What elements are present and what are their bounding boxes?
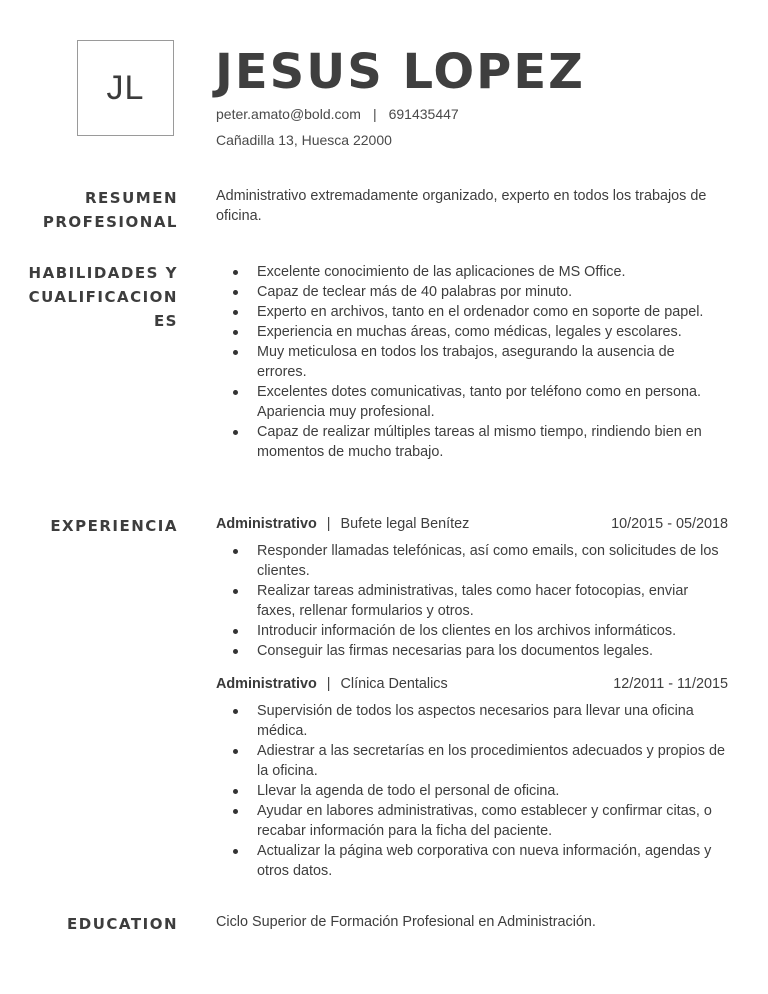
list-item: Muy meticulosa en todos los trabajos, asegurando la ausencia de errores.	[216, 342, 728, 382]
address-text: Cañadilla 13, Huesca 22000	[216, 132, 392, 148]
list-item: Introducir información de los clientes en los archivos informáticos.	[216, 621, 728, 641]
job-separator: |	[326, 516, 331, 532]
list-item: Capaz de teclear más de 40 palabras por minuto.	[216, 282, 728, 302]
list-item: Realizar tareas administrativas, tales como hacer fotocopias, enviar faxes, rellenar formularios y otros.	[216, 581, 728, 621]
contact-separator: |	[372, 106, 377, 122]
job-dates: 10/2015 - 05/2018	[611, 516, 728, 532]
job-bullets	[216, 701, 728, 881]
list-item: Actualizar la página web corporativa con nueva información, agendas y otros datos.	[216, 841, 728, 881]
summary-heading	[28, 186, 178, 234]
job-dates: 12/2011 - 11/2015	[613, 676, 728, 692]
skills-heading-line3: ES	[153, 312, 178, 330]
list-item: Excelente conocimiento de las aplicaciones de MS Office.	[216, 262, 728, 282]
summary-text: Administrativo extremadamente organizado, experto en todos los trabajos de oficina.	[216, 188, 707, 224]
list-item: Llevar la agenda de todo el personal de oficina.	[216, 781, 728, 801]
job-role: Administrativo	[216, 676, 317, 692]
contact-line	[216, 106, 459, 122]
list-item: Excelentes dotes comunicativas, tanto por teléfono como en persona. Apariencia muy profesional.	[216, 382, 728, 422]
education-heading: EDUCATION	[67, 915, 178, 933]
job-header	[216, 674, 728, 694]
monogram-initials: JL	[106, 68, 145, 107]
summary-heading-line1: RESUMEN	[84, 189, 178, 207]
phone-text: 691435447	[388, 106, 459, 122]
email-text: peter.amato@bold.com	[216, 106, 361, 122]
job-role: Administrativo	[216, 516, 317, 532]
skills-heading	[28, 261, 178, 333]
job-separator: |	[326, 676, 331, 692]
list-item: Adiestrar a las secretarías en los procedimientos adecuados y propios de la oficina.	[216, 741, 728, 781]
list-item: Ayudar en labores administrativas, como establecer y confirmar citas, o recabar información para la ficha del paciente.	[216, 801, 728, 841]
list-item: Capaz de realizar múltiples tareas al mismo tiempo, rindiendo bien en momentos de mucho trabajo.	[216, 422, 728, 462]
summary-heading-line2: PROFESIONAL	[42, 213, 178, 231]
list-item: Responder llamadas telefónicas, así como emails, con solicitudes de los clientes.	[216, 541, 728, 581]
list-item: Experiencia en muchas áreas, como médicas, legales y escolares.	[216, 322, 728, 342]
skills-list	[216, 262, 728, 462]
list-item: Conseguir las firmas necesarias para los documentos legales.	[216, 641, 728, 661]
skills-heading-line2: CUALIFICACION	[28, 288, 178, 306]
list-item: Supervisión de todos los aspectos necesarios para llevar una oficina médica.	[216, 701, 728, 741]
job-company: Clínica Dentalics	[340, 676, 448, 692]
skills-heading-line1: HABILIDADES Y	[28, 264, 178, 282]
monogram-box	[77, 40, 174, 136]
job-company: Bufete legal Benítez	[340, 516, 470, 532]
candidate-name: JESUS LOPEZ	[215, 44, 585, 100]
list-item: Experto en archivos, tanto en el ordenador como en soporte de papel.	[216, 302, 728, 322]
job-header	[216, 514, 728, 534]
experience-heading: EXPERIENCIA	[50, 517, 178, 535]
job-bullets	[216, 541, 728, 661]
education-text: Ciclo Superior de Formación Profesional en Administración.	[216, 914, 596, 930]
